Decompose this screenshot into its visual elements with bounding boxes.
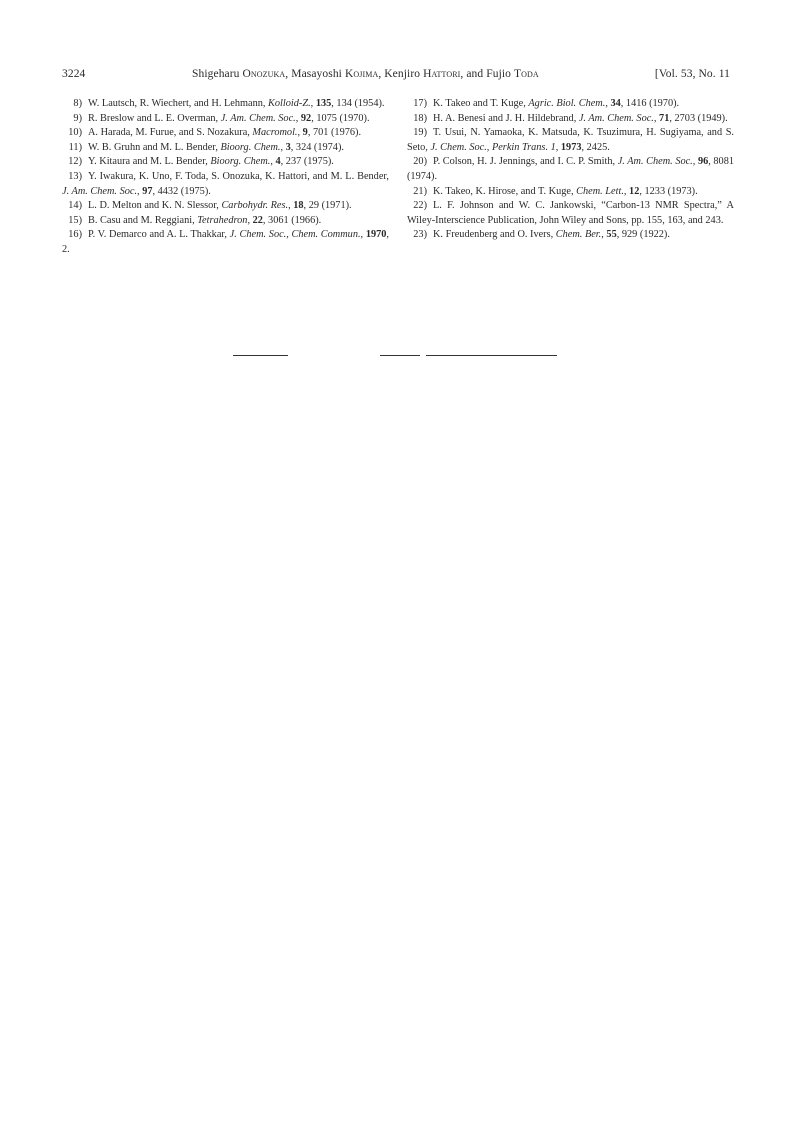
volume-number: 18 xyxy=(293,200,304,212)
page-number: 3224 xyxy=(62,68,86,80)
reference-text: , xyxy=(295,112,301,124)
volume-number: 3 xyxy=(285,141,291,153)
end-rule-long-right xyxy=(426,355,557,356)
references-right-column xyxy=(407,97,734,243)
volume-number: 97 xyxy=(142,185,153,197)
reference-text: A. Harada, M. Furue, and S. Nozakura, xyxy=(88,127,253,139)
reference-number: 10) xyxy=(68,127,82,139)
journal-title: Tetrahedron xyxy=(197,214,248,226)
reference-text: Y. Kitaura and M. L. Bender, xyxy=(88,156,211,168)
author-4: Fujio Toda xyxy=(486,68,539,80)
reference-text: , xyxy=(280,141,286,153)
reference-item xyxy=(407,185,734,200)
journal-title: J. Am. Chem. Soc. xyxy=(62,185,138,197)
volume-number: 4 xyxy=(275,156,281,168)
journal-title: Bioorg. Chem. xyxy=(220,141,281,153)
reference-text: , xyxy=(692,156,698,168)
reference-item xyxy=(62,228,389,257)
reference-text: , xyxy=(297,127,303,139)
reference-number: 15) xyxy=(68,214,82,226)
journal-title: J. Chem. Soc., Chem. Commun. xyxy=(229,229,361,241)
reference-text: T. Usui, N. Yamaoka, K. Matsuda, K. Tsuzimura, H. Sugiyama, and S. Seto, xyxy=(407,127,734,153)
reference-text: , xyxy=(623,185,630,197)
reference-text: , 701 (1976). xyxy=(307,127,362,139)
journal-title: Agric. Biol. Chem. xyxy=(528,98,606,109)
reference-item xyxy=(62,141,389,156)
reference-item xyxy=(407,228,734,243)
volume-number: 92 xyxy=(300,112,312,124)
reference-number: 9) xyxy=(73,112,82,124)
reference-number: 14) xyxy=(68,200,82,212)
reference-text: , 1416 (1970). xyxy=(620,98,680,109)
journal-title: J. Am. Chem. Soc. xyxy=(578,112,654,124)
reference-text: , xyxy=(360,229,366,241)
references-left-column xyxy=(62,97,389,258)
end-rule-short-left xyxy=(233,355,288,356)
reference-item xyxy=(407,112,734,127)
reference-number: 20) xyxy=(413,156,427,168)
reference-text: R. Breslow and L. E. Overman, xyxy=(88,112,221,124)
reference-item xyxy=(62,214,389,229)
reference-text: , xyxy=(653,112,660,124)
reference-text: B. Casu and M. Reggiani, xyxy=(88,214,198,226)
journal-title: J. Am. Chem. Soc. xyxy=(220,112,296,124)
reference-text: , 2703 (1949). xyxy=(669,112,728,124)
volume-number: 1970 xyxy=(365,229,387,241)
reference-text: P. Colson, H. J. Jennings, and I. C. P. Smith, xyxy=(433,156,618,168)
reference-text: , 2425. xyxy=(581,141,610,153)
reference-number: 18) xyxy=(413,112,427,124)
reference-number: 13) xyxy=(68,170,82,182)
journal-title: J. Chem. Soc., Perkin Trans. 1 xyxy=(430,141,556,153)
volume-number: 9 xyxy=(302,127,308,139)
reference-item xyxy=(407,126,734,155)
reference-item xyxy=(62,199,389,214)
reference-text: , 4432 (1975). xyxy=(152,185,211,197)
reference-text: , 237 (1975). xyxy=(280,156,334,168)
reference-text: , 134 (1954). xyxy=(331,98,385,109)
reference-text: , 1075 (1970). xyxy=(311,112,370,124)
volume-number: 12 xyxy=(629,185,640,197)
reference-text: , 324 (1974). xyxy=(290,141,344,153)
author-1: Shigeharu Onozuka, xyxy=(192,68,292,80)
reference-text: , xyxy=(137,185,143,197)
volume-number: 96 xyxy=(697,156,709,168)
reference-number: 19) xyxy=(413,127,427,139)
volume-number: 1973 xyxy=(560,141,582,153)
reference-text: K. Takeo and T. Kuge, xyxy=(433,98,529,109)
reference-text: , xyxy=(310,98,316,109)
journal-title: Kolloid-Z. xyxy=(268,98,311,109)
reference-text: , xyxy=(247,214,253,226)
journal-title: Macromol. xyxy=(252,127,298,139)
end-rule-short-mid xyxy=(380,355,420,356)
reference-text: , 2. xyxy=(62,229,389,255)
journal-title: Carbohydr. Res. xyxy=(221,200,289,212)
reference-text: W. B. Gruhn and M. L. Bender, xyxy=(88,141,221,153)
reference-number: 17) xyxy=(413,98,427,109)
reference-text: , xyxy=(270,156,276,168)
journal-title: Chem. Ber. xyxy=(555,229,602,241)
reference-text: H. A. Benesi and J. H. Hildebrand, xyxy=(433,112,579,124)
reference-text: W. Lautsch, R. Wiechert, and H. Lehmann, xyxy=(88,98,269,109)
reference-item xyxy=(62,170,389,199)
reference-text: , xyxy=(605,98,611,109)
reference-number: 23) xyxy=(413,229,427,241)
reference-text: , xyxy=(601,229,607,241)
reference-text: , 3061 (1966). xyxy=(262,214,322,226)
reference-text: P. V. Demarco and A. L. Thakkar, xyxy=(88,229,230,241)
reference-number: 16) xyxy=(68,229,82,241)
reference-item xyxy=(62,97,389,112)
author-3: Kenjiro Hattori, and xyxy=(384,68,487,80)
journal-title: J. Am. Chem. Soc. xyxy=(617,156,693,168)
journal-title: Chem. Lett. xyxy=(576,185,624,197)
reference-text: , 8081 (1974). xyxy=(407,156,734,182)
reference-text: , 1233 (1973). xyxy=(639,185,698,197)
reference-text: , 929 (1922). xyxy=(616,229,670,241)
volume-number: 55 xyxy=(606,229,617,241)
reference-number: 12) xyxy=(68,156,82,168)
author-2: Masayoshi Kojima, xyxy=(291,68,385,80)
reference-item xyxy=(407,155,734,184)
reference-number: 11) xyxy=(68,141,82,153)
reference-text: , 29 (1971). xyxy=(303,200,352,212)
reference-item xyxy=(62,112,389,127)
reference-item xyxy=(407,97,734,112)
reference-text: , xyxy=(288,200,294,212)
reference-item xyxy=(62,126,389,141)
running-authors xyxy=(192,68,539,80)
reference-item xyxy=(407,199,734,228)
volume-number: 71 xyxy=(659,112,670,124)
running-header xyxy=(62,68,730,84)
reference-text: , xyxy=(555,141,561,153)
reference-text: K. Freudenberg and O. Ivers, xyxy=(433,229,556,241)
reference-text: Y. Iwakura, K. Uno, F. Toda, S. Onozuka, K. Hattori, and M. L. Bender, xyxy=(88,170,389,182)
reference-item xyxy=(62,155,389,170)
reference-number: 8) xyxy=(73,98,82,109)
reference-text: L. D. Melton and K. N. Slessor, xyxy=(88,200,222,212)
volume-number: 135 xyxy=(315,98,332,109)
reference-text: L. F. Johnson and W. C. Jankowski, “Carbon-13 NMR Spectra,” A Wiley-Interscience Publication, John Wiley and Sons, pp. 155, 163, and 243. xyxy=(407,200,734,226)
reference-text: K. Takeo, K. Hirose, and T. Kuge, xyxy=(433,185,577,197)
volume-info: [Vol. 53, No. 11 xyxy=(654,68,730,80)
volume-number: 22 xyxy=(252,214,263,226)
journal-title: Bioorg. Chem. xyxy=(210,156,271,168)
reference-number: 22) xyxy=(413,200,427,212)
reference-number: 21) xyxy=(413,185,427,197)
volume-number: 34 xyxy=(610,98,621,109)
